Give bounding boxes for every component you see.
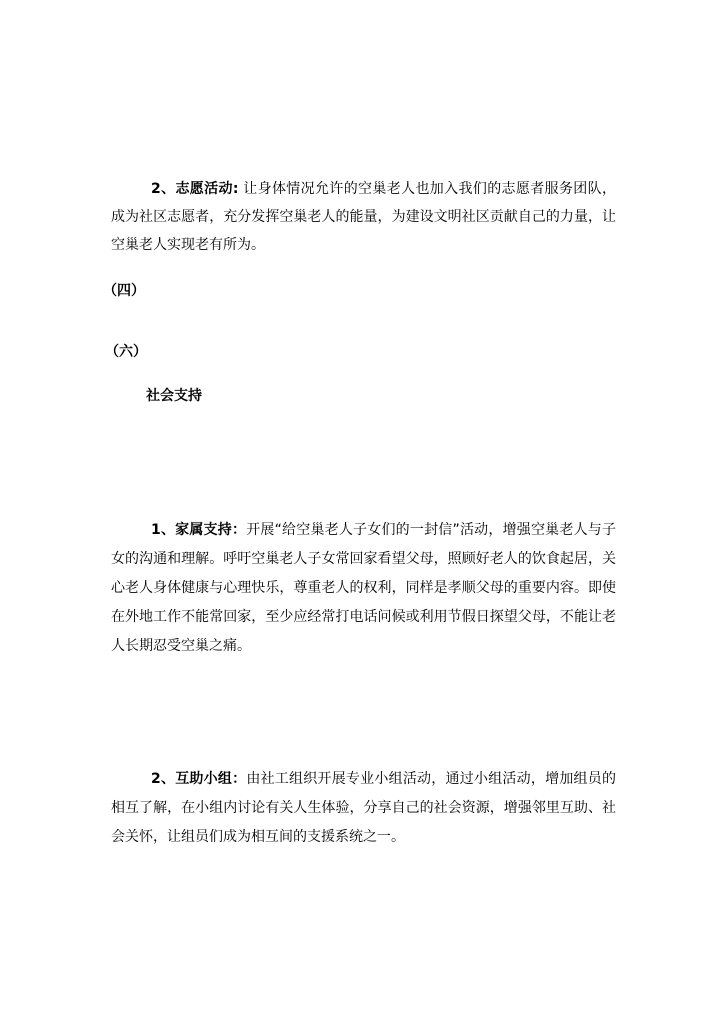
volunteer-activities-separator: :	[232, 181, 239, 197]
family-support-lead: 1、家属支持	[151, 522, 232, 538]
paragraph-family-support	[111, 516, 616, 661]
family-support-text: 开展“给空巢老人子女们的一封信”活动，增强空巢老人与子女的沟通和理解。呼吁空巢老人子女常回家看望父母，照顾好老人的饮食起居，关心老人身体健康与心理快乐，尊重老人的权利，同样是孝顺父母的重要内容。即使在外地工作不能常回家，至少应经常打电话问候或利用节假日探望父母，不能让老人长期忍受空巢之痛。	[111, 522, 616, 654]
paragraph-mutual-aid-group	[111, 765, 616, 852]
volunteer-activities-text: 让身体情况允许的空巢老人也加入我们的志愿者服务团队，成为社区志愿者，充分发挥空巢老人的能量，为建设文明社区贡献自己的力量，让空巢老人实现老有所为。	[111, 181, 616, 253]
mutual-aid-group-lead: 2、互助小组	[151, 771, 233, 787]
paragraph-volunteer-activities	[111, 175, 616, 259]
mutual-aid-group-separator: ：	[232, 771, 247, 787]
section-heading-social-support: 社会支持	[146, 388, 202, 404]
mutual-aid-group-text: 由社工组织开展专业小组活动，通过小组活动，增加组员的相互了解，在小组内讨论有关人生体验，分享自己的社会资源，增强邻里互助、社会关怀，让组员们成为相互间的支援系统之一。	[111, 771, 617, 845]
family-support-separator: ：	[231, 522, 247, 538]
section-heading-six: （六）	[105, 344, 147, 360]
volunteer-activities-lead: 2、志愿活动	[151, 181, 233, 197]
section-heading-four: （四）	[103, 283, 145, 299]
